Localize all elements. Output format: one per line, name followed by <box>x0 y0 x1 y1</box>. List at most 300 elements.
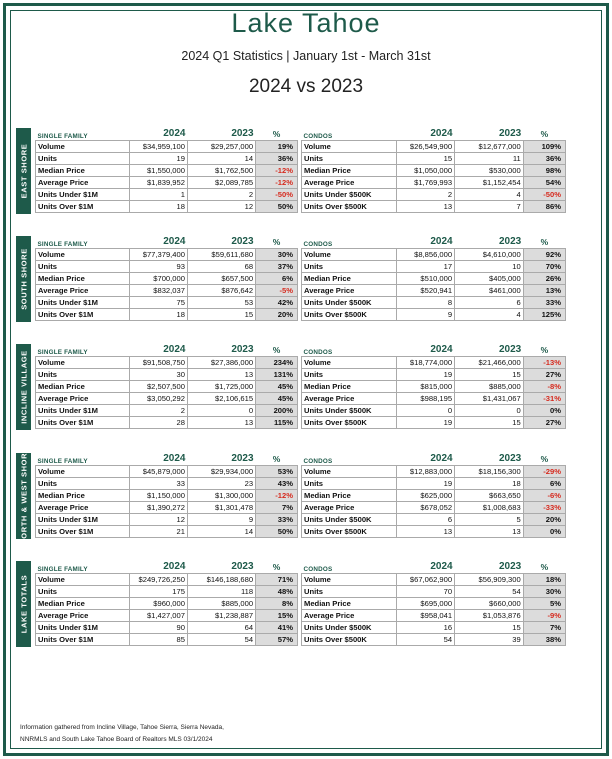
table-row <box>302 248 566 260</box>
table-row <box>302 489 566 501</box>
metric-label: Units Over $500K <box>302 416 397 428</box>
single-family-table <box>35 236 298 321</box>
year-2024-header: 2024 <box>430 453 453 465</box>
metric-label: Units Under $1M <box>36 513 130 525</box>
percent-change: 6% <box>523 477 565 489</box>
metric-label: Units Under $1M <box>36 621 130 633</box>
value-2023: 13 <box>187 368 255 380</box>
table-row <box>36 200 298 212</box>
metric-label: Median Price <box>36 272 130 284</box>
value-2023: $29,257,000 <box>187 140 255 152</box>
percent-change: -31% <box>523 392 565 404</box>
metric-label: Average Price <box>302 176 397 188</box>
table-row <box>302 368 566 380</box>
footnote-line-2: NNRMLS and South Lake Tahoe Board of Realtors MLS 03/1/2024 <box>20 736 213 743</box>
value-2024: 70 <box>397 585 455 597</box>
value-2024: $1,390,272 <box>130 501 188 513</box>
table-row <box>36 633 298 645</box>
table-header-row <box>302 561 566 573</box>
metric-label: Average Price <box>36 284 130 296</box>
single-family-table <box>35 453 298 538</box>
metric-label: Median Price <box>302 597 397 609</box>
metric-label: Units Under $500K <box>302 188 397 200</box>
metric-label: Units <box>302 368 397 380</box>
metric-label: Units <box>36 585 130 597</box>
percent-header: % <box>540 453 549 464</box>
table-row <box>36 152 298 164</box>
value-2023: 15 <box>187 308 255 320</box>
percent-change: 57% <box>256 633 298 645</box>
value-2023: 11 <box>455 152 524 164</box>
value-2024: $8,856,000 <box>397 248 455 260</box>
table-row <box>302 260 566 272</box>
table-row <box>302 621 566 633</box>
table-row <box>36 260 298 272</box>
metric-label: Median Price <box>36 597 130 609</box>
percent-change: -12% <box>256 176 298 188</box>
percent-change: 30% <box>523 585 565 597</box>
percent-header: % <box>540 344 549 355</box>
region-block <box>16 128 566 214</box>
page-title: Lake Tahoe <box>231 8 381 38</box>
percent-change: 27% <box>523 416 565 428</box>
region-name: INCLINE VILLAGE <box>19 350 28 424</box>
metric-label: Average Price <box>36 609 130 621</box>
value-2024: 90 <box>130 621 188 633</box>
table-header-row <box>36 128 298 140</box>
percent-change: 43% <box>256 477 298 489</box>
table-row <box>302 284 566 296</box>
percent-change: 0% <box>523 525 565 537</box>
percent-change: -29% <box>523 465 565 477</box>
metric-label: Volume <box>36 573 130 585</box>
metric-label: Median Price <box>36 380 130 392</box>
value-2023: 4 <box>455 308 524 320</box>
table-row <box>302 513 566 525</box>
metric-label: Average Price <box>302 501 397 513</box>
metric-label: Units Under $500K <box>302 404 397 416</box>
condos-table <box>301 344 566 429</box>
metric-label: Units <box>302 260 397 272</box>
value-2023: $405,000 <box>455 272 524 284</box>
value-2024: $1,050,000 <box>397 164 455 176</box>
percent-change: -33% <box>523 501 565 513</box>
value-2023: $1,301,478 <box>187 501 255 513</box>
percent-header: % <box>272 561 281 572</box>
metric-label: Volume <box>302 573 397 585</box>
percent-change: -9% <box>523 609 565 621</box>
percent-change: 98% <box>523 164 565 176</box>
table-row <box>302 609 566 621</box>
value-2023: $1,152,454 <box>455 176 524 188</box>
value-2024: 17 <box>397 260 455 272</box>
value-2024: 18 <box>130 200 188 212</box>
percent-change: 36% <box>256 152 298 164</box>
table-row <box>36 404 298 416</box>
value-2023: $12,677,000 <box>455 140 524 152</box>
percent-change: 7% <box>256 501 298 513</box>
value-2024: 13 <box>397 525 455 537</box>
percent-change: 41% <box>256 621 298 633</box>
metric-label: Average Price <box>302 392 397 404</box>
value-2023: 0 <box>187 404 255 416</box>
percent-change: -13% <box>523 356 565 368</box>
table-row <box>36 284 298 296</box>
percent-change: 92% <box>523 248 565 260</box>
value-2023: 12 <box>187 200 255 212</box>
region-block <box>16 344 566 430</box>
percent-change: -50% <box>256 188 298 200</box>
percent-header: % <box>272 344 281 355</box>
metric-label: Units <box>36 152 130 164</box>
value-2024: $34,959,100 <box>130 140 188 152</box>
metric-label: Median Price <box>302 272 397 284</box>
value-2024: 175 <box>130 585 188 597</box>
value-2024: $1,769,993 <box>397 176 455 188</box>
value-2023: $2,089,785 <box>187 176 255 188</box>
table-row <box>36 477 298 489</box>
value-2024: $67,062,900 <box>397 573 455 585</box>
percent-change: 20% <box>523 513 565 525</box>
year-2024-header: 2024 <box>430 236 453 248</box>
category-header: SINGLE FAMILY <box>37 457 88 465</box>
table-row <box>36 188 298 200</box>
category-header: SINGLE FAMILY <box>37 240 88 248</box>
category-header: CONDOS <box>303 348 333 356</box>
metric-label: Average Price <box>36 501 130 513</box>
value-2024: $510,000 <box>397 272 455 284</box>
year-2024-header: 2024 <box>163 561 186 573</box>
percent-change: 86% <box>523 200 565 212</box>
value-2024: $18,774,000 <box>397 356 455 368</box>
value-2024: 85 <box>130 633 188 645</box>
metric-label: Average Price <box>36 176 130 188</box>
table-row <box>302 140 566 152</box>
table-row <box>36 164 298 176</box>
region-block <box>16 236 566 322</box>
percent-change: 50% <box>256 525 298 537</box>
metric-label: Units Over $1M <box>36 200 130 212</box>
value-2024: 15 <box>397 152 455 164</box>
percent-header: % <box>272 453 281 464</box>
percent-change: 234% <box>256 356 298 368</box>
value-2023: $1,431,067 <box>455 392 524 404</box>
value-2024: $91,508,750 <box>130 356 188 368</box>
category-header: SINGLE FAMILY <box>37 348 88 356</box>
value-2023: $657,500 <box>187 272 255 284</box>
year-2024-header: 2024 <box>163 344 186 356</box>
table-row <box>36 513 298 525</box>
table-row <box>302 585 566 597</box>
value-2024: $988,195 <box>397 392 455 404</box>
percent-change: -8% <box>523 380 565 392</box>
percent-change: 53% <box>256 465 298 477</box>
percent-change: 5% <box>523 597 565 609</box>
table-row <box>36 501 298 513</box>
metric-label: Units Over $500K <box>302 308 397 320</box>
table-header-row <box>36 344 298 356</box>
value-2023: 14 <box>187 525 255 537</box>
table-header-row <box>36 236 298 248</box>
percent-change: 20% <box>256 308 298 320</box>
table-row <box>36 609 298 621</box>
region-name: NORTH & WEST SHORE <box>19 447 28 545</box>
value-2023: $1,053,876 <box>455 609 524 621</box>
value-2024: $12,883,000 <box>397 465 455 477</box>
footnote <box>20 722 224 746</box>
value-2023: 15 <box>455 416 524 428</box>
region-label <box>16 447 31 545</box>
percent-change: 45% <box>256 392 298 404</box>
table-row <box>302 392 566 404</box>
table-row <box>302 164 566 176</box>
year-2023-header: 2023 <box>498 344 522 356</box>
table-row <box>36 272 298 284</box>
value-2023: $21,466,000 <box>455 356 524 368</box>
percent-change: 45% <box>256 380 298 392</box>
condos-table <box>301 561 566 646</box>
condos-table <box>301 453 566 538</box>
value-2023: $18,156,300 <box>455 465 524 477</box>
condos-table <box>301 128 566 213</box>
metric-label: Units <box>36 368 130 380</box>
value-2023: $59,611,680 <box>187 248 255 260</box>
value-2023: 13 <box>187 416 255 428</box>
percent-change: 33% <box>523 296 565 308</box>
value-2024: 33 <box>130 477 188 489</box>
percent-change: 33% <box>256 513 298 525</box>
region-label <box>16 561 31 647</box>
metric-label: Volume <box>302 465 397 477</box>
metric-label: Volume <box>36 248 130 260</box>
table-row <box>36 308 298 320</box>
value-2023: 53 <box>187 296 255 308</box>
category-header: SINGLE FAMILY <box>37 132 88 140</box>
value-2024: 16 <box>397 621 455 633</box>
value-2023: 13 <box>455 525 524 537</box>
value-2024: $960,000 <box>130 597 188 609</box>
value-2023: $660,000 <box>455 597 524 609</box>
metric-label: Units Over $1M <box>36 308 130 320</box>
table-row <box>36 585 298 597</box>
value-2023: 23 <box>187 477 255 489</box>
value-2023: 14 <box>187 152 255 164</box>
value-2023: $27,386,000 <box>187 356 255 368</box>
comparison-heading: 2024 vs 2023 <box>248 76 364 97</box>
percent-change: 30% <box>256 248 298 260</box>
metric-label: Units <box>302 477 397 489</box>
value-2023: $530,000 <box>455 164 524 176</box>
value-2023: 54 <box>455 585 524 597</box>
percent-change: 19% <box>256 140 298 152</box>
year-2023-header: 2023 <box>498 236 522 248</box>
percent-change: 26% <box>523 272 565 284</box>
value-2024: $1,150,000 <box>130 489 188 501</box>
percent-change: -5% <box>256 284 298 296</box>
table-row <box>302 633 566 645</box>
percent-header: % <box>272 236 281 247</box>
percent-change: 36% <box>523 152 565 164</box>
value-2023: $4,610,000 <box>455 248 524 260</box>
metric-label: Units Under $1M <box>36 188 130 200</box>
percent-change: 125% <box>523 308 565 320</box>
category-header: CONDOS <box>303 565 333 573</box>
year-2023-header: 2023 <box>498 561 522 573</box>
region-label <box>16 344 31 430</box>
year-2024-header: 2024 <box>163 236 186 248</box>
year-2023-header: 2023 <box>231 561 254 573</box>
metric-label: Median Price <box>302 164 397 176</box>
percent-change: 42% <box>256 296 298 308</box>
value-2023: 64 <box>187 621 255 633</box>
value-2024: $1,550,000 <box>130 164 188 176</box>
metric-label: Units Under $500K <box>302 621 397 633</box>
value-2023: 9 <box>187 513 255 525</box>
condos-table <box>301 236 566 321</box>
percent-change: -50% <box>523 188 565 200</box>
year-2024-header: 2024 <box>163 453 186 465</box>
footnote-line-1: Information gathered from Incline Village, Tahoe Sierra, Sierra Nevada, <box>20 724 224 731</box>
percent-change: 109% <box>523 140 565 152</box>
metric-label: Units Over $500K <box>302 633 397 645</box>
value-2023: $885,000 <box>455 380 524 392</box>
table-row <box>36 465 298 477</box>
value-2024: 2 <box>130 404 188 416</box>
value-2023: 10 <box>455 260 524 272</box>
value-2023: $1,725,000 <box>187 380 255 392</box>
table-row <box>302 573 566 585</box>
value-2024: 93 <box>130 260 188 272</box>
percent-change: 7% <box>523 621 565 633</box>
table-row <box>36 392 298 404</box>
table-row <box>36 573 298 585</box>
year-2023-header: 2023 <box>498 128 522 140</box>
metric-label: Units Over $500K <box>302 200 397 212</box>
percent-change: -12% <box>256 164 298 176</box>
percent-change: 6% <box>256 272 298 284</box>
metric-label: Volume <box>302 140 397 152</box>
value-2023: 0 <box>455 404 524 416</box>
value-2023: $663,650 <box>455 489 524 501</box>
category-header: SINGLE FAMILY <box>37 565 88 573</box>
metric-label: Units <box>36 260 130 272</box>
region-block <box>16 447 566 545</box>
value-2024: $958,041 <box>397 609 455 621</box>
value-2023: 5 <box>455 513 524 525</box>
metric-label: Volume <box>302 248 397 260</box>
metric-label: Median Price <box>36 164 130 176</box>
percent-change: 131% <box>256 368 298 380</box>
year-2023-header: 2023 <box>231 128 254 140</box>
table-row <box>302 200 566 212</box>
value-2024: 18 <box>130 308 188 320</box>
region-name: SOUTH SHORE <box>19 248 28 310</box>
value-2023: 39 <box>455 633 524 645</box>
percent-change: 48% <box>256 585 298 597</box>
value-2024: $26,549,900 <box>397 140 455 152</box>
metric-label: Units Over $1M <box>36 633 130 645</box>
table-header-row <box>302 344 566 356</box>
percent-change: 0% <box>523 404 565 416</box>
value-2024: $700,000 <box>130 272 188 284</box>
value-2023: $876,642 <box>187 284 255 296</box>
table-header-row <box>36 561 298 573</box>
year-2023-header: 2023 <box>231 453 254 465</box>
value-2023: $461,000 <box>455 284 524 296</box>
table-row <box>36 356 298 368</box>
value-2024: $625,000 <box>397 489 455 501</box>
value-2024: $77,379,400 <box>130 248 188 260</box>
table-row <box>36 248 298 260</box>
percent-change: 50% <box>256 200 298 212</box>
value-2023: $29,934,000 <box>187 465 255 477</box>
value-2023: $1,762,500 <box>187 164 255 176</box>
value-2024: 21 <box>130 525 188 537</box>
metric-label: Average Price <box>302 609 397 621</box>
value-2023: 18 <box>455 477 524 489</box>
page-subtitle: 2024 Q1 Statistics | January 1st - March 31st <box>181 49 431 63</box>
value-2023: 15 <box>455 368 524 380</box>
percent-change: 13% <box>523 284 565 296</box>
percent-change: 71% <box>256 573 298 585</box>
value-2023: $1,008,683 <box>455 501 524 513</box>
percent-header: % <box>540 128 549 139</box>
table-row <box>302 176 566 188</box>
value-2024: $45,879,000 <box>130 465 188 477</box>
value-2024: 54 <box>397 633 455 645</box>
year-2024-header: 2024 <box>163 128 186 140</box>
value-2023: 68 <box>187 260 255 272</box>
table-row <box>302 501 566 513</box>
value-2023: 4 <box>455 188 524 200</box>
metric-label: Units Under $500K <box>302 296 397 308</box>
value-2024: $678,052 <box>397 501 455 513</box>
value-2024: 19 <box>130 152 188 164</box>
value-2024: 6 <box>397 513 455 525</box>
year-2024-header: 2024 <box>430 344 453 356</box>
value-2023: 2 <box>187 188 255 200</box>
table-row <box>36 416 298 428</box>
metric-label: Units Under $500K <box>302 513 397 525</box>
region-name: LAKE TOTALS <box>19 574 28 634</box>
value-2024: $815,000 <box>397 380 455 392</box>
percent-change: -6% <box>523 489 565 501</box>
table-row <box>302 477 566 489</box>
region-name: EAST SHORE <box>19 143 28 199</box>
metric-label: Volume <box>36 465 130 477</box>
percent-change: 8% <box>256 597 298 609</box>
metric-label: Average Price <box>36 392 130 404</box>
table-row <box>302 416 566 428</box>
value-2024: $1,427,007 <box>130 609 188 621</box>
value-2024: $249,726,250 <box>130 573 188 585</box>
metric-label: Units <box>302 152 397 164</box>
region-block <box>16 561 566 647</box>
value-2024: 75 <box>130 296 188 308</box>
region-label <box>16 236 31 322</box>
percent-change: 18% <box>523 573 565 585</box>
table-row <box>302 188 566 200</box>
value-2024: 19 <box>397 416 455 428</box>
value-2024: 0 <box>397 404 455 416</box>
category-header: CONDOS <box>303 132 333 140</box>
value-2024: $3,050,292 <box>130 392 188 404</box>
metric-label: Units Under $1M <box>36 296 130 308</box>
value-2024: $832,037 <box>130 284 188 296</box>
value-2024: 2 <box>397 188 455 200</box>
metric-label: Median Price <box>36 489 130 501</box>
table-row <box>302 380 566 392</box>
